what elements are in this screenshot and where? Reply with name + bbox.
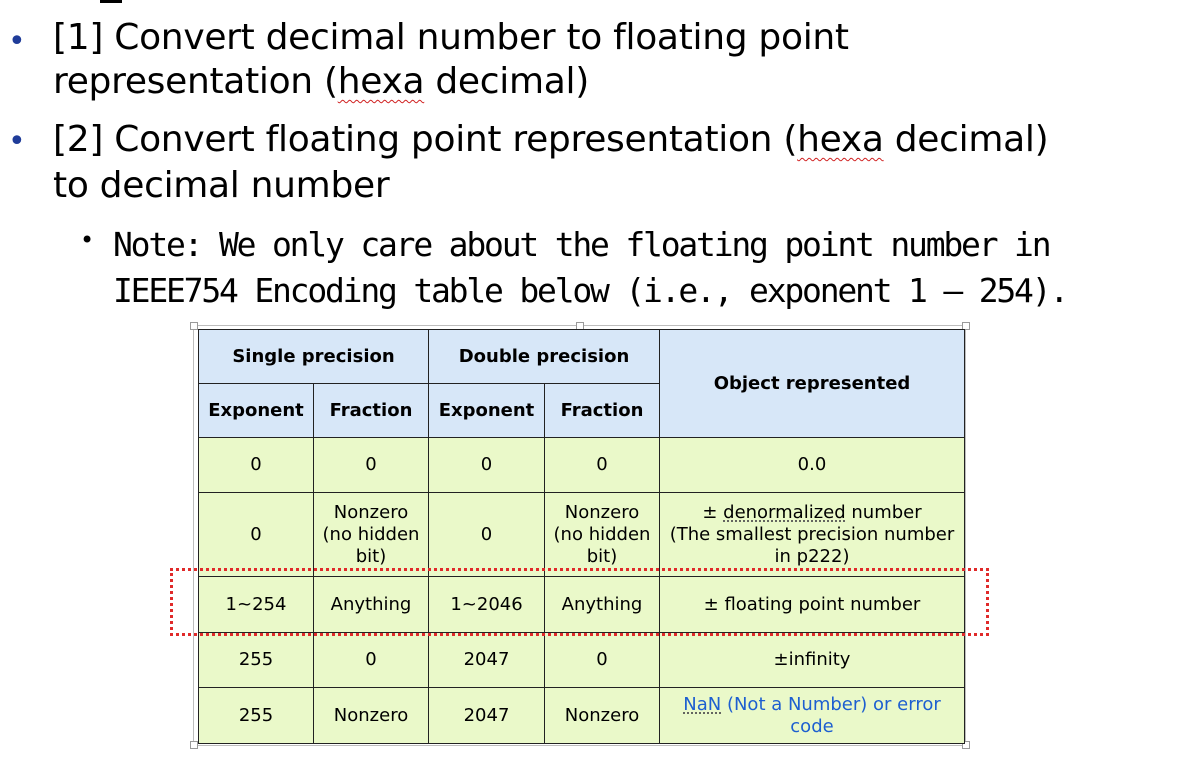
table-cell: Anything bbox=[545, 577, 660, 633]
resize-handle[interactable] bbox=[190, 322, 198, 330]
cell-line: (no hidden bbox=[322, 523, 420, 545]
table-cell bbox=[545, 493, 660, 577]
cropped-title-fragment bbox=[100, 0, 122, 3]
table-cell: 0 bbox=[429, 493, 545, 577]
double-precision-header: Double precision bbox=[429, 330, 660, 384]
single-exponent-header: Exponent bbox=[199, 384, 314, 438]
double-exponent-header: Exponent bbox=[429, 384, 545, 438]
cell-line: bit) bbox=[586, 545, 618, 567]
table-header-row bbox=[199, 330, 965, 384]
cell-line: code bbox=[790, 715, 834, 737]
cell-line: in p222) bbox=[774, 545, 850, 567]
table-cell: 1~2046 bbox=[429, 577, 545, 633]
table-cell: 0 bbox=[199, 493, 314, 577]
table-cell: 0 bbox=[314, 633, 429, 688]
table-cell: 0 bbox=[314, 438, 429, 493]
cell-line: (The smallest precision number bbox=[669, 523, 955, 545]
table-cell: 2047 bbox=[429, 688, 545, 744]
table-cell bbox=[660, 688, 965, 744]
bullet-dot: • bbox=[8, 124, 26, 159]
table-row bbox=[199, 438, 965, 493]
cell-line: (no hidden bbox=[553, 523, 651, 545]
bullet-2-line-2: to decimal number bbox=[53, 165, 390, 206]
table-cell: 0.0 bbox=[660, 438, 965, 493]
note-line-1: Note: We only care about the floating point number in bbox=[113, 225, 1050, 264]
table-row bbox=[199, 493, 965, 577]
table-cell bbox=[660, 493, 965, 577]
table-cell: ± floating point number bbox=[660, 577, 965, 633]
table-cell: 0 bbox=[545, 438, 660, 493]
resize-handle[interactable] bbox=[190, 741, 198, 749]
ieee754-encoding-table bbox=[198, 329, 965, 744]
table-cell: Nonzero bbox=[314, 688, 429, 744]
cell-line: bit) bbox=[355, 545, 387, 567]
cell-line: Nonzero bbox=[333, 501, 409, 523]
table-cell: 255 bbox=[199, 633, 314, 688]
table-cell: ±infinity bbox=[660, 633, 965, 688]
note-line-2: IEEE754 Encoding table below (i.e., exponent 1 – 254). bbox=[113, 271, 1068, 310]
highlight-dotted-box bbox=[170, 568, 989, 636]
table-cell: 2047 bbox=[429, 633, 545, 688]
bullet-1-line-1: [1] Convert decimal number to floating point bbox=[53, 17, 849, 58]
object-represented-header: Object represented bbox=[660, 330, 965, 438]
cell-line: ± denormalized number bbox=[702, 501, 922, 523]
sub-bullet-dot: • bbox=[80, 226, 95, 254]
table-row bbox=[199, 688, 965, 744]
cell-line: Nonzero bbox=[564, 501, 640, 523]
table-cell: 0 bbox=[199, 438, 314, 493]
table-cell: 0 bbox=[429, 438, 545, 493]
table-cell bbox=[314, 493, 429, 577]
bullet-1-line-2: representation (hexa decimal) bbox=[53, 61, 589, 102]
table-cell: 1~254 bbox=[199, 577, 314, 633]
bullet-dot: • bbox=[8, 24, 26, 59]
table-cell: Nonzero bbox=[545, 688, 660, 744]
table-cell: 255 bbox=[199, 688, 314, 744]
bullet-2-line-1: [2] Convert floating point representation (hexa decimal) bbox=[53, 119, 1049, 160]
single-fraction-header: Fraction bbox=[314, 384, 429, 438]
cell-line: NaN (Not a Number) or error bbox=[683, 693, 941, 715]
table-cell: 0 bbox=[545, 633, 660, 688]
table-cell: Anything bbox=[314, 577, 429, 633]
single-precision-header: Single precision bbox=[199, 330, 429, 384]
double-fraction-header: Fraction bbox=[545, 384, 660, 438]
table-row bbox=[199, 633, 965, 688]
